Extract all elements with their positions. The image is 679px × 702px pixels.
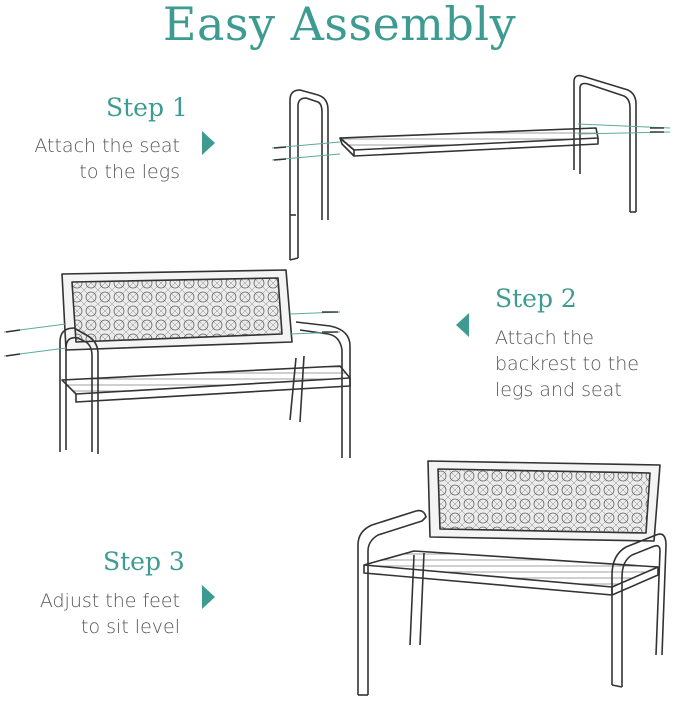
bench-seat-legs-illustration — [260, 70, 679, 265]
step-2-text — [495, 325, 675, 403]
step-1-line-1: Attach the seat — [34, 135, 180, 157]
page-title: Easy Assembly — [162, 0, 517, 51]
step-3-line-1: Adjust the feet — [39, 590, 180, 612]
bench-backrest-illustration — [0, 262, 362, 462]
step-1-text — [10, 133, 180, 185]
step-3-line-2: to sit level — [81, 616, 180, 638]
step-3-heading: Step 3 — [103, 547, 185, 576]
step-2-line-3: legs and seat — [495, 379, 622, 401]
step-2-heading: Step 2 — [495, 284, 577, 313]
step-2-line-1: Attach the — [495, 327, 594, 349]
arrow-right-icon — [202, 131, 215, 155]
step-1-line-2: to the legs — [79, 161, 180, 183]
step-2-line-2: backrest to the — [495, 353, 639, 375]
step-1-heading: Step 1 — [106, 93, 188, 122]
step-3-text — [10, 588, 180, 640]
arrow-right-icon — [202, 585, 215, 609]
bench-finished-illustration — [350, 455, 672, 700]
arrow-left-icon — [456, 313, 469, 337]
